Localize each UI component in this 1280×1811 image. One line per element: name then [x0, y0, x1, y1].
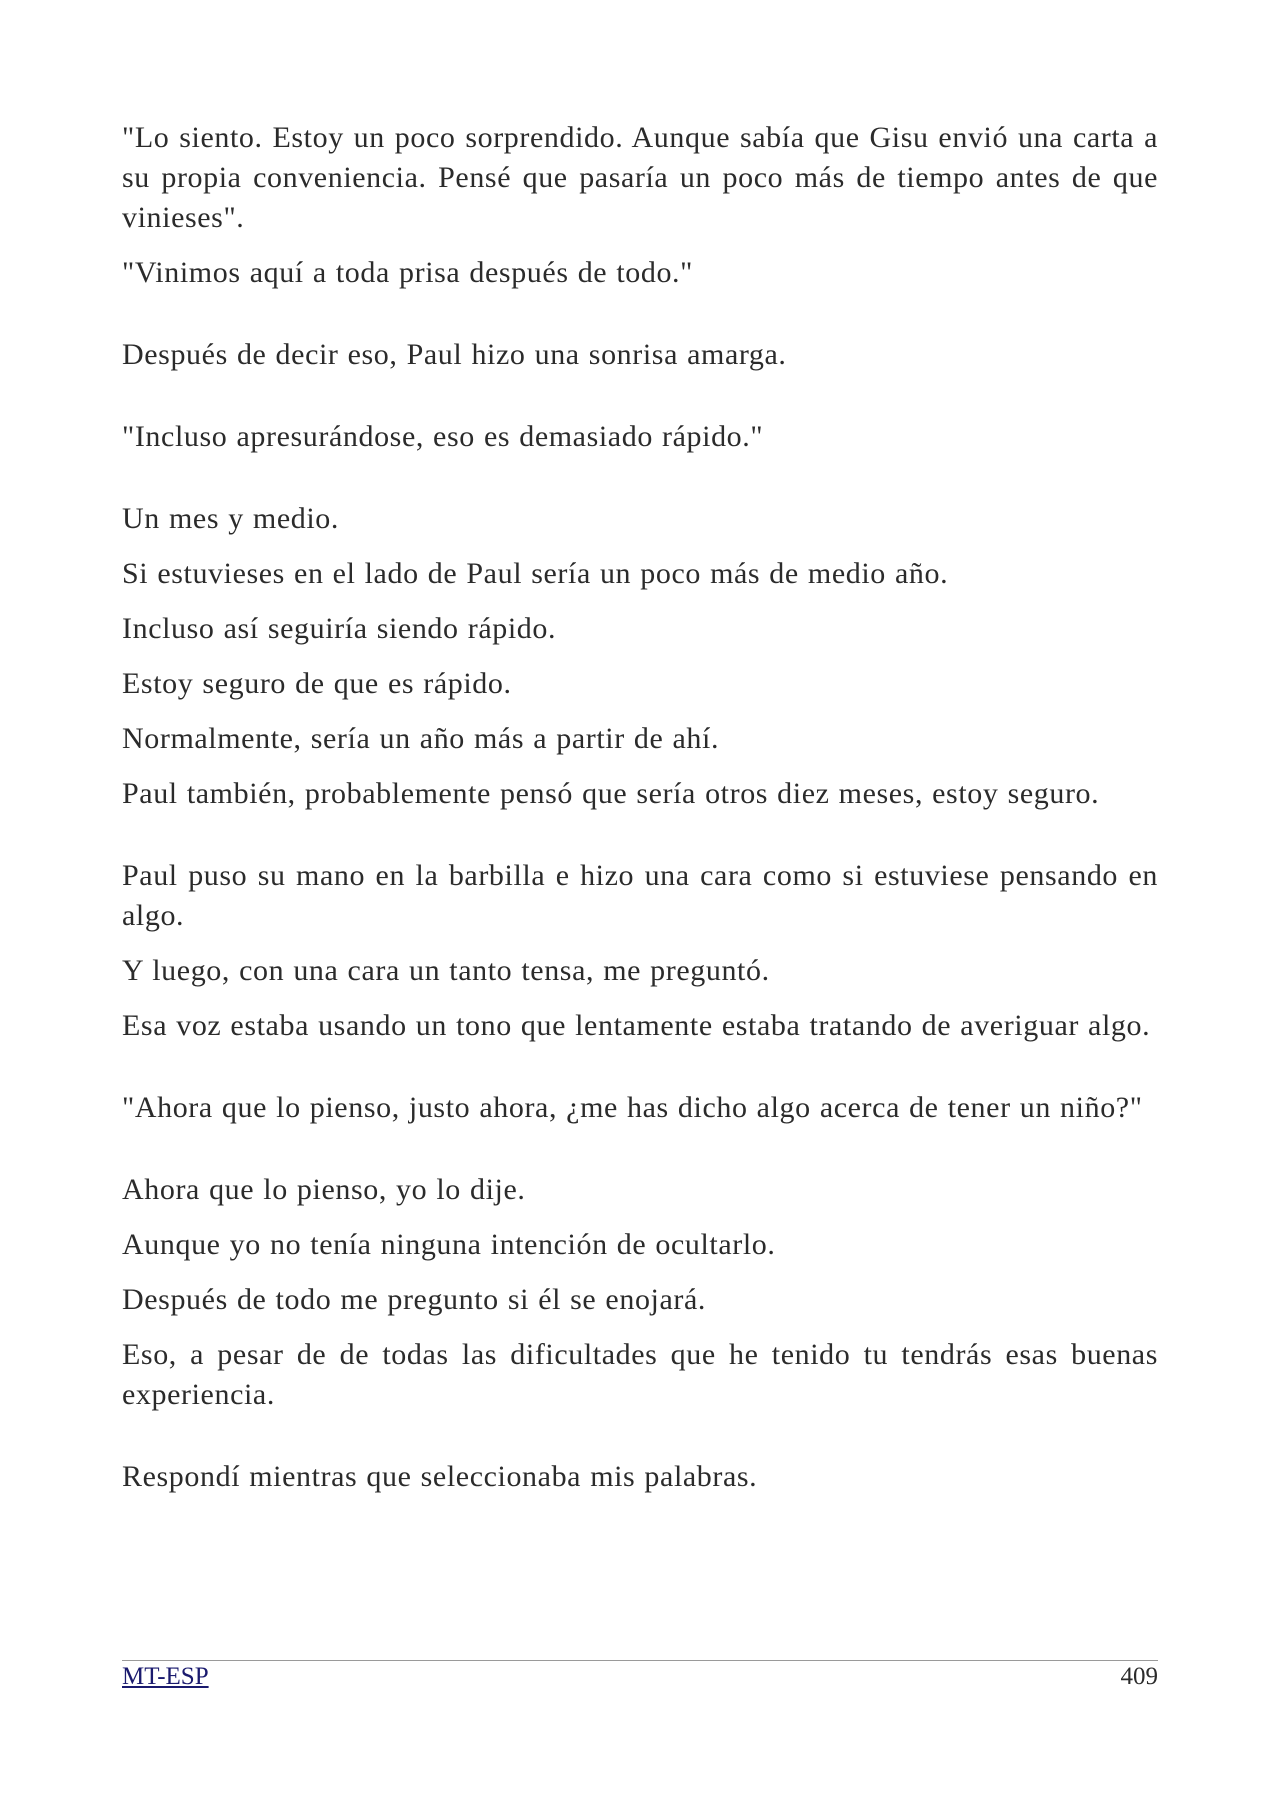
- paragraph: "Ahora que lo pienso, justo ahora, ¿me has dicho algo acerca de tener un niño?": [122, 1091, 1143, 1124]
- paragraph: Incluso así seguiría siendo rápido.: [122, 612, 557, 645]
- page-body: [122, 118, 1158, 1497]
- paragraph: Paul puso su mano en la barbilla e hizo una cara como si estuviese pensando en algo.: [122, 859, 1158, 932]
- paragraph: Si estuvieses en el lado de Paul sería un poco más de medio año.: [122, 557, 949, 590]
- paragraph: Aunque yo no tenía ninguna intención de ocultarlo.: [122, 1228, 776, 1261]
- footer-divider: [122, 1660, 1158, 1661]
- paragraph: Y luego, con una cara un tanto tensa, me preguntó.: [122, 954, 770, 987]
- paragraph: "Vinimos aquí a toda prisa después de todo.": [122, 256, 693, 289]
- paragraph: "Lo siento. Estoy un poco sorprendido. Aunque sabía que Gisu envió una carta a su propia conveniencia. Pensé que pasaría un poco más de tiempo antes de que vinieses".: [122, 121, 1158, 234]
- page-number: 409: [1120, 1663, 1158, 1690]
- paragraph: Esa voz estaba usando un tono que lentamente estaba tratando de averiguar algo.: [122, 1009, 1151, 1042]
- paragraph: Después de decir eso, Paul hizo una sonrisa amarga.: [122, 338, 787, 371]
- paragraph: "Incluso apresurándose, eso es demasiado rápido.": [122, 420, 764, 453]
- paragraph: Eso, a pesar de de todas las dificultades que he tenido tu tendrás esas buenas experiencia.: [122, 1338, 1158, 1411]
- paragraph: Normalmente, sería un año más a partir de ahí.: [122, 722, 720, 755]
- paragraph: Después de todo me pregunto si él se enojará.: [122, 1283, 707, 1316]
- paragraph: Un mes y medio.: [122, 502, 339, 535]
- paragraph: Ahora que lo pienso, yo lo dije.: [122, 1173, 526, 1206]
- paragraph: Estoy seguro de que es rápido.: [122, 667, 512, 700]
- paragraph: Paul también, probablemente pensó que sería otros diez meses, estoy seguro.: [122, 777, 1100, 810]
- paragraph: Respondí mientras que seleccionaba mis palabras.: [122, 1460, 758, 1493]
- footer-source-link[interactable]: MT-ESP: [122, 1663, 209, 1690]
